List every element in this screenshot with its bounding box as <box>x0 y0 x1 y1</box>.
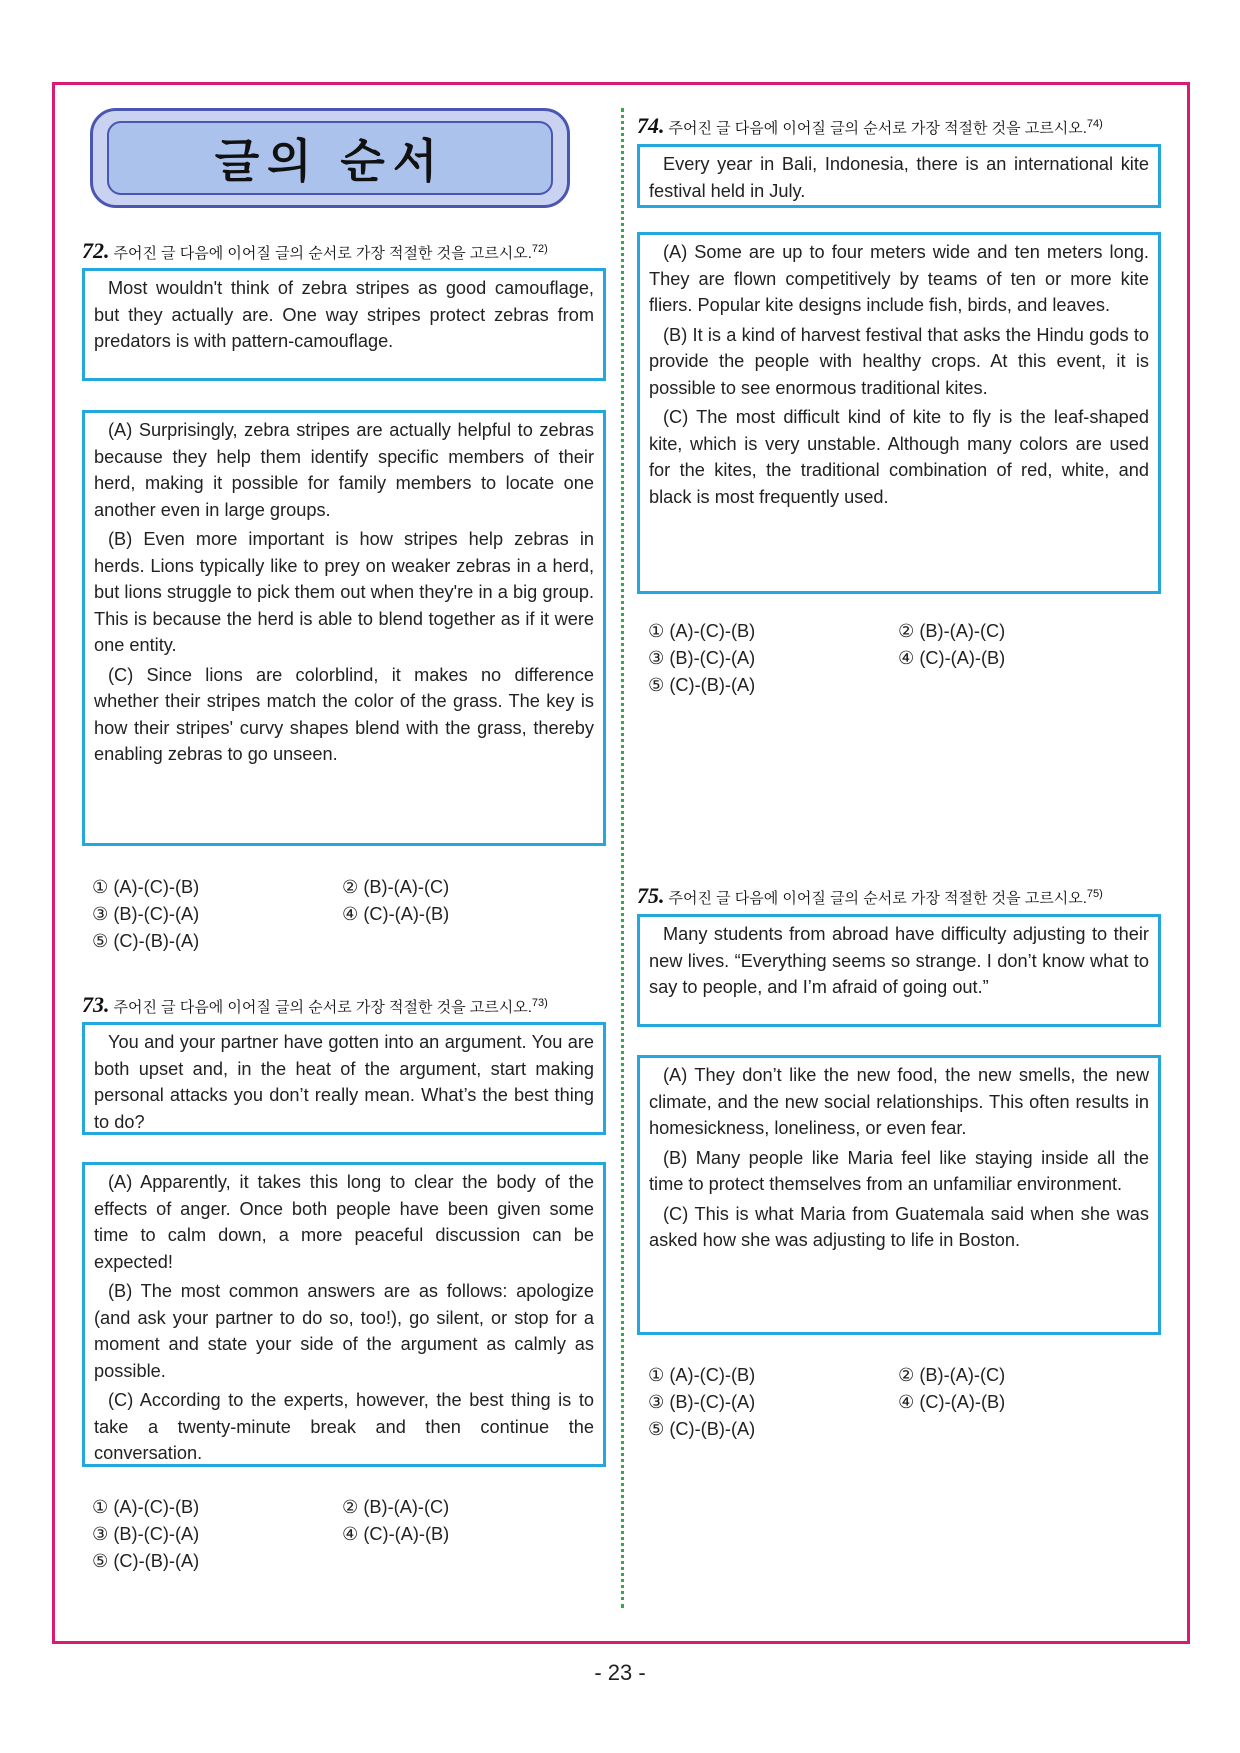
question-74-given-text <box>637 144 1161 208</box>
question-number: 74. <box>637 113 665 138</box>
footnote-ref: 75) <box>1086 888 1103 900</box>
question-72-passages <box>82 410 606 846</box>
choice-1[interactable]: ① (A)-(C)-(B) <box>648 1365 756 1385</box>
choice-5[interactable]: ⑤ (C)-(B)-(A) <box>92 931 200 951</box>
question-75-passages <box>637 1055 1161 1335</box>
question-number: 72. <box>82 238 110 263</box>
question-73-header <box>82 992 548 1018</box>
choice-4[interactable]: ④ (C)-(A)-(B) <box>342 1524 450 1544</box>
footnote-ref: 74) <box>1086 118 1103 130</box>
question-74-choices <box>648 618 1148 702</box>
question-74-passages <box>637 232 1161 594</box>
passage-c: (C) This is what Maria from Guatemala said when she was asked how she was adjusting to life in Boston. <box>649 1203 1149 1250</box>
choice-3[interactable]: ③ (B)-(C)-(A) <box>92 1524 200 1544</box>
question-75-choices <box>648 1362 1148 1446</box>
choice-2[interactable]: ② (B)-(A)-(C) <box>342 877 450 897</box>
passage-b: (B) Many people like Maria feel like staying inside all the time to protect themselves from an unfamiliar environment. <box>649 1147 1149 1194</box>
question-73-passages <box>82 1162 606 1467</box>
page-number: - 23 - <box>594 1660 646 1685</box>
passage-c: (C) The most difficult kind of kite to fly is the leaf-shaped kite, which is very unstable. Although many colors are used for the kites, the traditional combination of red, white, and black is most frequently used. <box>649 407 1149 507</box>
passage-b: (B) The most common answers are as follows: apologize (and ask your partner to do so, too!), go silent, or stop for a moment and state your side of the argument as calmly as possible. <box>94 1281 594 1381</box>
question-instruction: 주어진 글 다음에 이어질 글의 순서로 가장 적절한 것을 고르시오. <box>668 890 1087 907</box>
question-73-given-text <box>82 1022 606 1135</box>
question-number: 75. <box>637 883 665 908</box>
choice-4[interactable]: ④ (C)-(A)-(B) <box>342 904 450 924</box>
choice-1[interactable]: ① (A)-(C)-(B) <box>92 877 200 897</box>
choice-2[interactable]: ② (B)-(A)-(C) <box>342 1497 450 1517</box>
given-paragraph: You and your partner have gotten into an argument. You are both upset and, in the heat of the argument, start making personal attacks you don’t really mean. What’s the best thing to do? <box>94 1032 594 1132</box>
passage-a: (A) They don’t like the new food, the new smells, the new climate, and the new social relationships. This often results in homesickness, loneliness, or even fear. <box>649 1065 1149 1138</box>
question-instruction: 주어진 글 다음에 이어질 글의 순서로 가장 적절한 것을 고르시오. <box>113 245 532 262</box>
choice-4[interactable]: ④ (C)-(A)-(B) <box>898 1392 1006 1412</box>
question-72-choices <box>92 874 592 958</box>
passage-b: (B) It is a kind of harvest festival that asks the Hindu gods to provide the people with healthy crops. At this event, it is possible to see enormous traditional kites. <box>649 324 1149 398</box>
footnote-ref: 72) <box>531 243 548 255</box>
choice-1[interactable]: ① (A)-(C)-(B) <box>648 621 756 641</box>
question-instruction: 주어진 글 다음에 이어질 글의 순서로 가장 적절한 것을 고르시오. <box>113 999 532 1016</box>
passage-a: (A) Surprisingly, zebra stripes are actually helpful to zebras because they help them identify specific members of their herd, making it possible for family members to locate one another even in large groups. <box>94 420 594 520</box>
question-instruction: 주어진 글 다음에 이어질 글의 순서로 가장 적절한 것을 고르시오. <box>668 120 1087 137</box>
section-title-banner <box>90 108 570 208</box>
given-paragraph: Many students from abroad have difficulty adjusting to their new lives. “Everything seems so strange. I don’t know what to say to people, and I’m afraid of going out.” <box>649 924 1149 997</box>
given-paragraph: Every year in Bali, Indonesia, there is an international kite festival held in July. <box>649 154 1149 201</box>
choice-2[interactable]: ② (B)-(A)-(C) <box>898 1365 1006 1385</box>
choice-4[interactable]: ④ (C)-(A)-(B) <box>898 648 1006 668</box>
choice-5[interactable]: ⑤ (C)-(B)-(A) <box>648 675 756 695</box>
question-74-header <box>637 113 1103 139</box>
column-divider <box>621 108 624 1608</box>
passage-c: (C) According to the experts, however, the best thing is to take a twenty-minute break and then continue the conversation. <box>94 1390 594 1463</box>
given-paragraph: Most wouldn't think of zebra stripes as good camouflage, but they actually are. One way stripes protect zebras from predators is with pattern-camouflage. <box>94 278 594 351</box>
passage-a: (A) Some are up to four meters wide and ten meters long. They are flown competitively by teams of ten or more kite fliers. Popular kite designs include fish, birds, and leaves. <box>649 242 1149 315</box>
question-number: 73. <box>82 992 110 1017</box>
passage-b: (B) Even more important is how stripes help zebras in herds. Lions typically like to prey on weaker zebras in a herd, but lions struggle to pick them out when they're in a big group. This is because the herd is able to blend together as if it were one entity. <box>94 529 594 655</box>
question-72-header <box>82 238 548 264</box>
footnote-ref: 73) <box>531 997 548 1009</box>
choice-3[interactable]: ③ (B)-(C)-(A) <box>92 904 200 924</box>
question-75-given-text <box>637 914 1161 1027</box>
section-title: 글의 순서 <box>214 135 446 187</box>
choice-3[interactable]: ③ (B)-(C)-(A) <box>648 648 756 668</box>
choice-5[interactable]: ⑤ (C)-(B)-(A) <box>92 1551 200 1571</box>
passage-c: (C) Since lions are colorblind, it makes no difference whether their stripes match the color of the grass. The key is how their stripes' curvy shapes blend with the grass, thereby enabling zebras to go unseen. <box>94 664 594 764</box>
choice-5[interactable]: ⑤ (C)-(B)-(A) <box>648 1419 756 1439</box>
passage-a: (A) Apparently, it takes this long to clear the body of the effects of anger. Once both people have been given some time to calm down, a more peaceful discussion can be expected! <box>94 1172 594 1272</box>
choice-3[interactable]: ③ (B)-(C)-(A) <box>648 1392 756 1412</box>
choice-2[interactable]: ② (B)-(A)-(C) <box>898 621 1006 641</box>
question-73-choices <box>92 1494 592 1578</box>
choice-1[interactable]: ① (A)-(C)-(B) <box>92 1497 200 1517</box>
question-75-header <box>637 883 1103 909</box>
question-72-given-text <box>82 268 606 381</box>
